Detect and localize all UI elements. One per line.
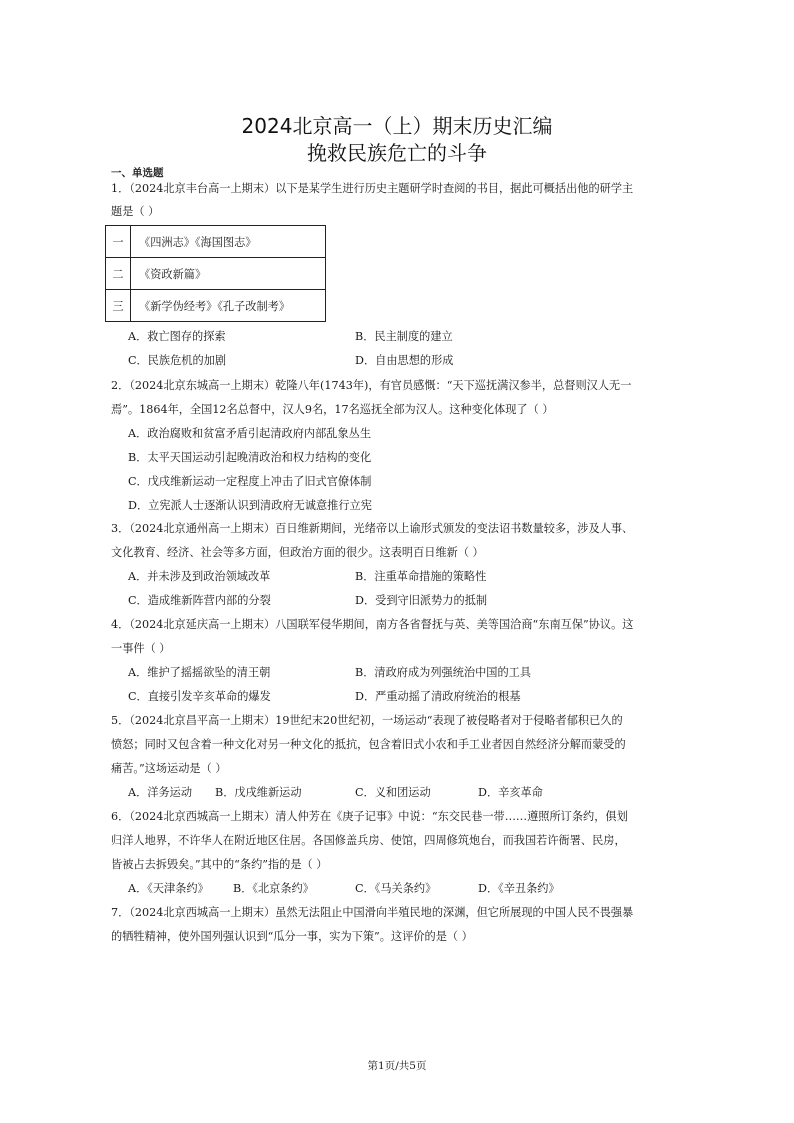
table-cell: 二 [106, 258, 131, 290]
document-title: 2024北京高一（上）期末历史汇编 [241, 114, 553, 138]
q1-book-table [105, 225, 326, 322]
q3-stem-line-1: 3．（2024北京通州高一上期末）百日维新期间，光绪帝以上谕形式颁发的变法诏书数量较多，涉及人事、 [111, 522, 634, 535]
q5-option-c: C．义和团运动 [355, 786, 431, 799]
q3-option-c: C．造成维新阵营内部的分裂 [128, 594, 271, 607]
q2-option-a: A．政治腐败和贫富矛盾引起清政府内部乱象丛生 [128, 427, 372, 440]
q1-stem-line-2: 题是（ ） [111, 205, 160, 218]
section-heading: 一、单选题 [111, 167, 164, 179]
table-row [106, 290, 326, 322]
q4-option-b: B．清政府成为列强统治中国的工具 [355, 666, 532, 679]
q1-option-d: D．自由思想的形成 [355, 354, 454, 367]
q6-stem-line-2: 归洋人地界，不许华人在附近地区住居。各国修盖兵房、使馆，四周修筑炮台，而我国若许衙署、民房， [111, 834, 626, 847]
q4-option-d: D．严重动摇了清政府统治的根基 [355, 690, 521, 703]
document-subtitle: 挽救民族危亡的斗争 [307, 141, 487, 165]
table-cell: 《四洲志》《海国图志》 [131, 226, 326, 258]
q3-option-d: D．受到守旧派势力的抵制 [355, 594, 488, 607]
q2-option-c: C．戊戌维新运动一定程度上冲击了旧式官僚体制 [128, 475, 372, 488]
q4-option-a: A．维护了摇摇欲坠的清王朝 [128, 666, 271, 679]
q7-stem-line-2: 的牺牲精神，使外国列强认识到“瓜分一事，实为下策”。这评价的是（ ） [111, 930, 473, 943]
q1-option-b: B．民主制度的建立 [355, 330, 453, 343]
q5-option-a: A．洋务运动 [128, 786, 193, 799]
q1-stem-line-1: 1．（2024北京丰台高一上期末）以下是某学生进行历史主题研学时查阅的书目，据此可概括出他的研学主 [111, 182, 634, 195]
q4-stem-line-2: 一事件（ ） [111, 642, 171, 655]
q6-stem-line-1: 6．（2024北京西城高一上期末）清人仲芳在《庚子记事》中说：“东交民巷一带……遵照所订条约，俱划 [111, 810, 628, 823]
q3-stem-line-2: 文化教育、经济、社会等多方面，但政治方面的很少。这表明百日维新（ ） [111, 546, 484, 559]
q2-option-d: D．立宪派人士逐渐认识到清政府无诚意推行立宪 [128, 499, 372, 512]
q6-option-c: C．《马关条约》 [355, 882, 437, 895]
page-number: 第1页/共5页 [367, 1060, 427, 1072]
q6-option-b: B．《北京条约》 [233, 882, 314, 895]
table-row [106, 226, 326, 258]
q7-stem-line-1: 7．（2024北京西城高一上期末）虽然无法阻止中国滑向半殖民地的深渊，但它所展现的中国人民不畏强暴 [111, 906, 634, 919]
q5-option-d: D．辛亥革命 [478, 786, 543, 799]
q4-stem-line-1: 4．（2024北京延庆高一上期末）八国联军侵华期间，南方各省督抚与英、美等国洽商“东南互保”协议。这 [111, 618, 634, 631]
q2-option-b: B．太平天国运动引起晚清政治和权力结构的变化 [128, 451, 372, 464]
q6-stem-line-3: 皆被占去拆毁矣。”其中的“条约”指的是（ ） [111, 858, 328, 871]
q3-option-b: B．注重革命措施的策略性 [355, 570, 487, 583]
q2-stem-line-2: 焉”。1864年，全国12名总督中，汉人9名，17名巡抚全部为汉人。这种变化体现了（ ） [111, 403, 554, 416]
q1-option-a: A．救亡图存的探索 [128, 330, 226, 343]
table-cell: 《新学伪经考》《孔子改制考》 [131, 290, 326, 322]
q6-option-a: A．《天津条约》 [128, 882, 209, 895]
q5-option-b: B．戊戌维新运动 [215, 786, 302, 799]
q6-option-d: D．《辛丑条约》 [478, 882, 560, 895]
q1-option-c: C．民族危机的加剧 [128, 354, 227, 367]
table-cell: 《资政新篇》 [131, 258, 326, 290]
q5-stem-line-3: 痛苦。”这场运动是（ ） [111, 762, 227, 775]
table-cell: 一 [106, 226, 131, 258]
q4-option-c: C．直接引发辛亥革命的爆发 [128, 690, 271, 703]
table-cell: 三 [106, 290, 131, 322]
q2-stem-line-1: 2．（2024北京东城高一上期末）乾隆八年(1743年)，有官员感慨：“天下巡抚满汉参半，总督则汉人无一 [111, 379, 632, 392]
q5-stem-line-1: 5．（2024北京昌平高一上期末）19世纪末20世纪初，一场运动“表现了被侵略者对于侵略者郁积已久的 [111, 714, 623, 727]
q3-option-a: A．并未涉及到政治领域改革 [128, 570, 271, 583]
q5-stem-line-2: 愤怒；同时又包含着一种文化对另一种文化的抵抗，包含着旧式小农和手工业者因自然经济分解而蒙受的 [111, 738, 626, 751]
table-row [106, 258, 326, 290]
